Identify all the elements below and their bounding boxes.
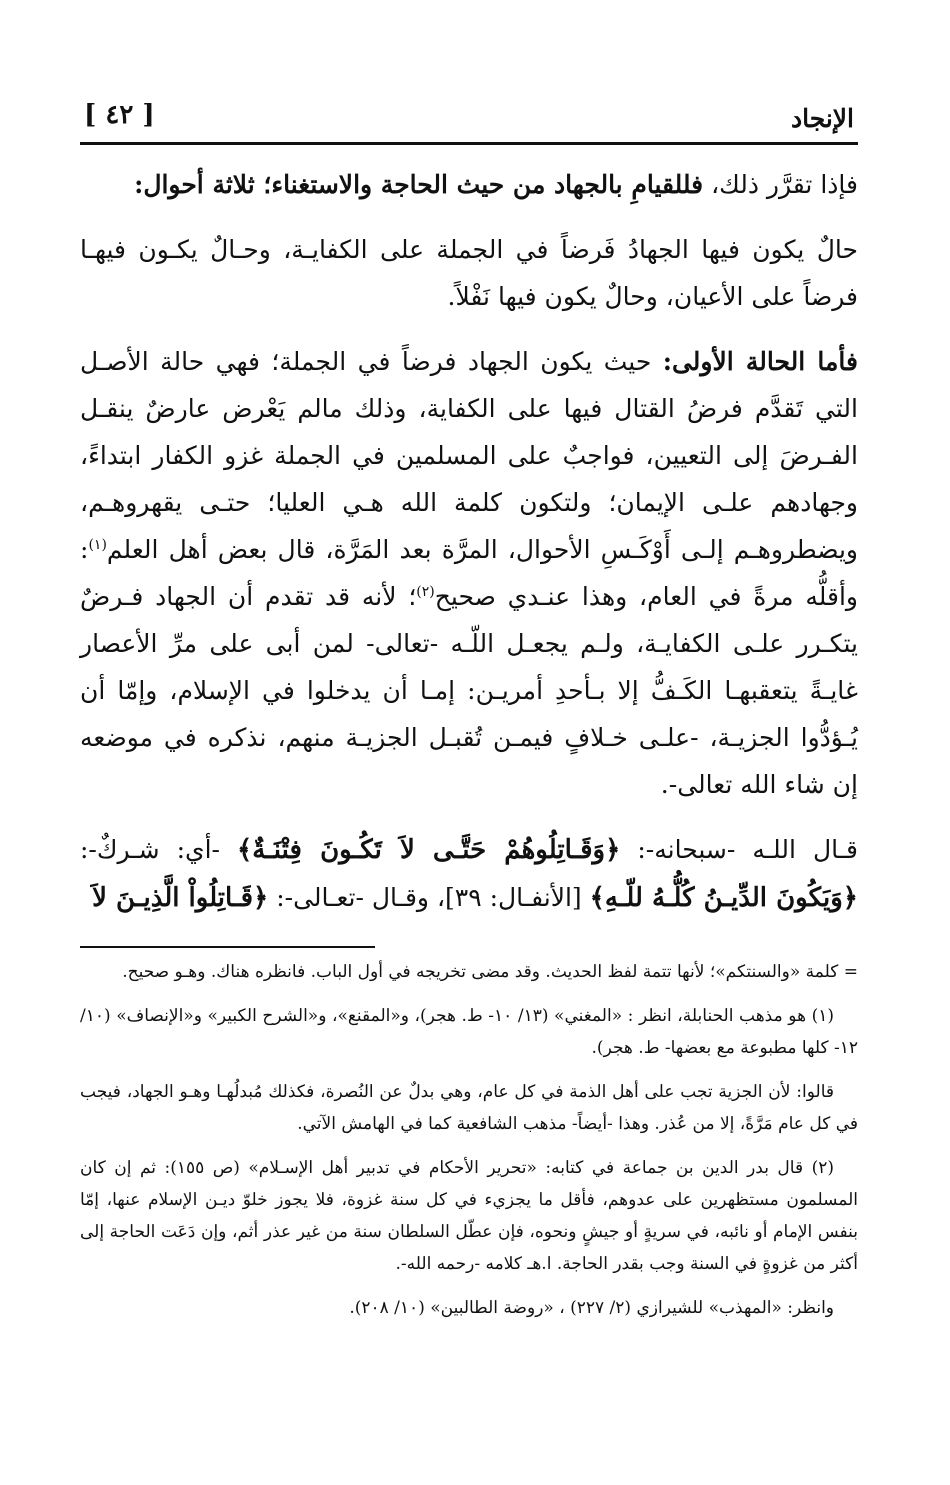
quran-verse-2: ﴿وَيَكُونَ الدِّيـنُ كُلُّـهُ للّـهِ﴾ [589,883,858,913]
footnote-ref-1[interactable]: (١) [88,537,107,553]
footnote-1-continued: قالوا: لأن الجزية تجب على أهل الذمة في كل عام، وهي بدلٌ عن النُصرة، فكذلك مُبدلُهـا وهـو الجهاد، فيجب في كل عام مَرَّةً، إلا من عُذر. وهذا -أيضاً- مذهب الشافعية كما في الهامش الآتي. [80,1082,858,1134]
paragraph-3 [80,338,858,808]
page-header [80,96,858,145]
page-number: [ ٤٢ ] [84,100,155,130]
p3-text-c: ؛ لأنه قد تقدم أن الجهاد فـرضٌ يتكـرر علـى الكفايـة، ولـم يجعـل اللّـه -تعالى- لمن أبى على مرِّ الأعصار غايـةً يتعقبهـا الكَـفُّ إلا بـأحدِ أمريـن: إمـا أن يدخلوا في الإسلام، وإمّا أن يُـؤدُّوا الجزيـة، -علـى خـلافٍ فيمـن تُقبـل الجزيـة منهم، نذكره في موضعه إن شاء الله تعالى-. [80,582,858,799]
footnote-ref-2[interactable]: (٢) [416,584,435,600]
paragraph-1 [80,161,858,208]
p4-text-a: قـال اللـه -سبحانه-: [620,835,858,864]
p1-intro: فإذا تقرَّر ذلك، [703,170,858,199]
footnote-1: (١) هو مذهب الحنابلة، انظر : «المغني» (١٣/ ١٠- ط. هجر)، و«المقنع»، و«الشرح الكبير» و«الإنصاف» (١٠/ ١٢- كلها مطبوعة مع بعضها- ط. هجر). [80,1006,858,1058]
footnote-continuation: = كلمة «والسنتكم»؛ لأنها تتمة لفظ الحديث. وقد مضى تخريجه في أول الباب. فانظره هناك. وهـو صحيح. [122,962,858,982]
footnote-2: (٢) قال بدر الدين بن جماعة في كتابه: «تحرير الأحكام في تدبير أهل الإسـلام» (ص ١٥٥): ثم إن كان المسلمون مستظهرين على عدوهم، فأقل ما يجزيء في كل سنة غزوة، فلا يجوز خلوّ ديـن الإسلام عنها، إمّا بنفس الإمام أو نائبه، في سريةٍ أو جيشٍ ونحوه، فإن عطّل السلطان سنة من غير عذر أثم، وإن دَعَت الحاجة إلى أكثر من غزوةٍ في السنة وجب بقدر الحاجة. ا.هـ كلامه -رحمه الله-. [80,1158,858,1274]
running-title: الإنجاد [790,104,854,133]
p3-heading: فأما الحالة الأولى: [662,347,858,376]
p1-bold: فللقيامِ بالجهاد من حيث الحاجة والاستغناء؛ ثلاثة أحوال: [134,170,704,199]
p3-text-a: حيث يكون الجهاد فرضاً في الجملة؛ فهي حالة الأصـل التي تَقدَّم فرضُ القتال فيها على الكفاية، وذلك مالم يَعْرض عارضٌ ينقـل الفـرضَ إلى التعيين، فواجبٌ على المسلمين في الجملة غزو الكفار ابتداءً، وجهادهم علـى الإيمان؛ ولتكون كلمة الله هـي العليا؛ حتـى يقهروهـم، ويضطروهـم إلـى أَوْكَـسِ الأحوال، المرَّة بعد المَرَّة، قال بعض أهل العلم [80,347,858,564]
quran-verse-3: ﴿قَـاتِلُواْ الَّذِيـنَ لاَ [92,883,269,913]
quran-verse-1: ﴿وَقَـاتِلُوهُمْ حَتَّـى لاَ تَكُـونَ فِتْنَـةٌ﴾ [237,835,621,865]
p3-text-b: : وأقلُّه مرةً في العام، وهذا عنـدي صحيح [80,535,858,611]
footnote-2-refs: وانظر: «المهذب» للشيرازي (٢/ ٢٢٧) ، «روضة الطالبين» (١٠/ ٢٠٨). [349,1298,834,1318]
paragraph-2: حالٌ يكون فيها الجهادُ فَرضاً في الجملة على الكفايـة، وحـالٌ يكـون فيهـا فرضاً على الأعيان، وحالٌ يكون فيها نَفْلاً. [80,235,858,311]
paragraph-4 [80,826,858,922]
p4-text-b: -أي: شـركٌ-: [80,835,238,864]
p4-text-c: [الأنفـال: ٣٩]، وقـال -تعـالى-: [268,883,590,912]
book-page [80,96,858,1336]
main-text [80,161,858,922]
footnotes [80,956,858,1324]
footnote-divider [80,946,375,948]
